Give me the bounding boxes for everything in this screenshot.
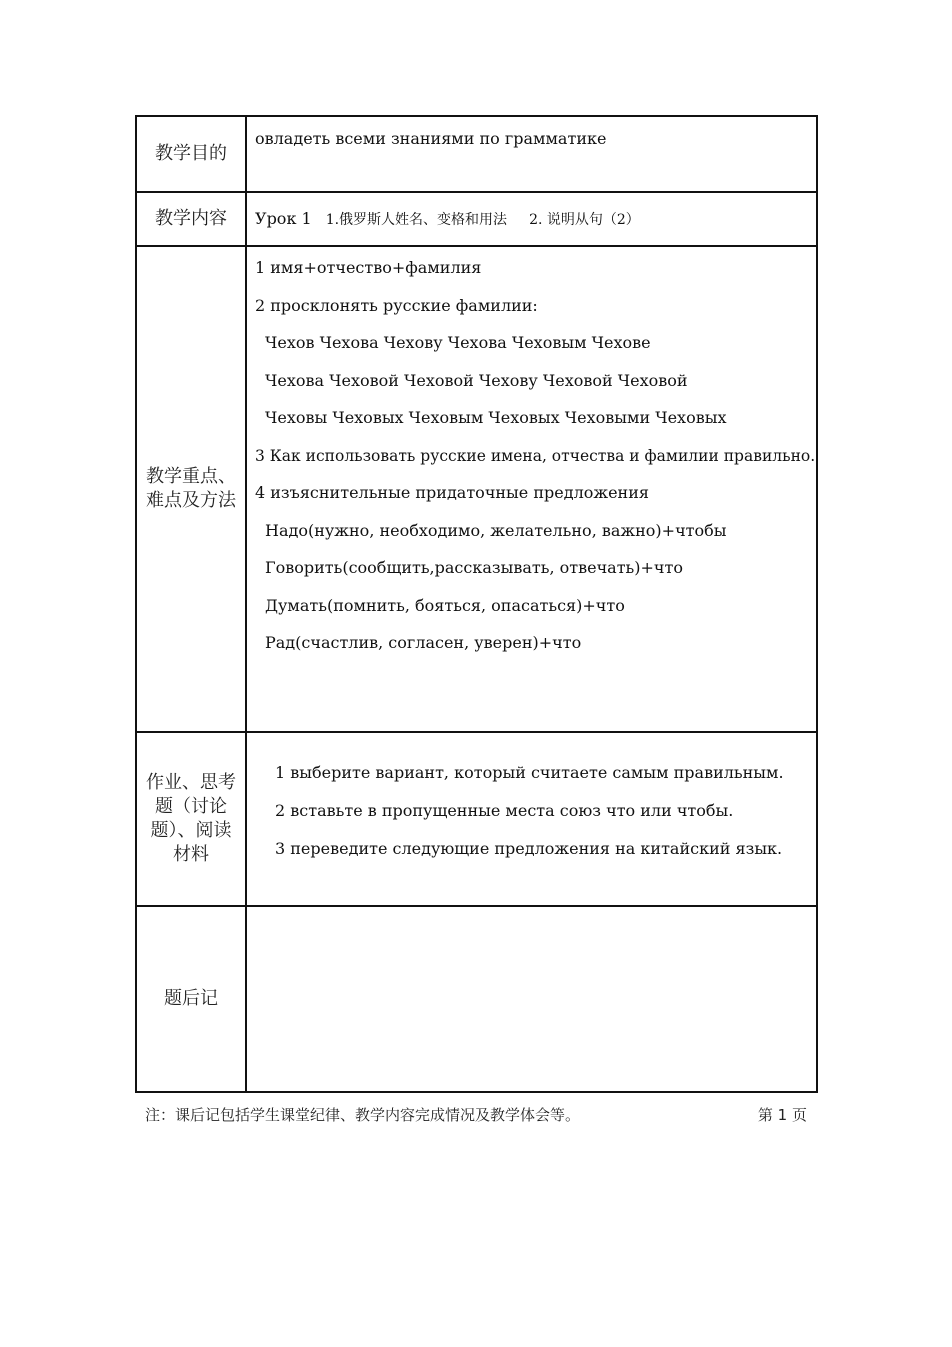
label-key-points — [136, 246, 246, 732]
key-point-line: Рад(счастлив, согласен, уверен)+что — [265, 633, 582, 652]
afterword-cell — [246, 906, 817, 1092]
key-point-line: Думать(помнить, бояться, опасаться)+что — [265, 595, 625, 615]
key-point-line: Говорить(сообщить,рассказывать, отвечать)+что — [265, 558, 683, 577]
label-key-points-text: 教学重点、难点及方法 — [146, 466, 236, 511]
key-point-line: 1 имя+отчество+фамилия — [255, 258, 482, 277]
key-point-line: Чехов Чехова Чехову Чехова Чеховым Чехове — [265, 333, 651, 352]
row-content — [136, 192, 817, 246]
row-afterword — [136, 906, 817, 1092]
label-homework-text: 作业、思考题（讨论题）、阅读材料 — [146, 772, 236, 865]
key-points-cell — [246, 246, 817, 732]
content-item-2: 2. 说明从句（2） — [529, 212, 640, 228]
row-homework — [136, 732, 817, 906]
homework-cell — [246, 732, 817, 906]
key-point-line: 4 изъяснительные придаточные предложения — [255, 483, 649, 502]
objective-text: овладеть всеми знаниями по грамматике — [246, 116, 817, 192]
lesson-plan-table — [135, 115, 818, 1093]
row-key-points — [136, 246, 817, 732]
key-point-line: Надо(нужно, необходимо, желательно, важно)+чтобы — [265, 520, 727, 540]
page-footer — [145, 1104, 807, 1125]
key-point-line: Чехова Чеховой Чеховой Чехову Чеховой Чеховой — [265, 370, 688, 390]
row-objective — [136, 116, 817, 192]
homework-line: 1 выберите вариант, который считаете самым правильным. — [275, 763, 784, 782]
label-content: 教学内容 — [136, 192, 246, 246]
label-afterword: 题后记 — [136, 906, 246, 1092]
lesson-number: Урок 1 — [255, 209, 312, 228]
key-point-line: Чеховы Чеховых Чеховым Чеховых Чеховыми Чеховых — [265, 408, 727, 427]
key-point-line: 3 Как использовать русские имена, отчества и фамилии правильно. — [255, 446, 816, 465]
page-number: 第 1 页 — [757, 1106, 807, 1124]
content-cell — [246, 192, 817, 246]
key-point-line: 2 просклонять русские фамилии: — [255, 295, 538, 315]
homework-line: 3 переведите следующие предложения на китайский язык. — [275, 839, 783, 858]
content-item-1: 1.俄罗斯人姓名、变格和用法 — [325, 212, 508, 228]
homework-line: 2 вставьте в пропущенные места союз что или чтобы. — [275, 801, 734, 820]
label-objective: 教学目的 — [136, 116, 246, 192]
label-homework — [136, 732, 246, 906]
footer-note: 注：课后记包括学生课堂纪律、教学内容完成情况及教学体会等。 — [145, 1106, 581, 1124]
